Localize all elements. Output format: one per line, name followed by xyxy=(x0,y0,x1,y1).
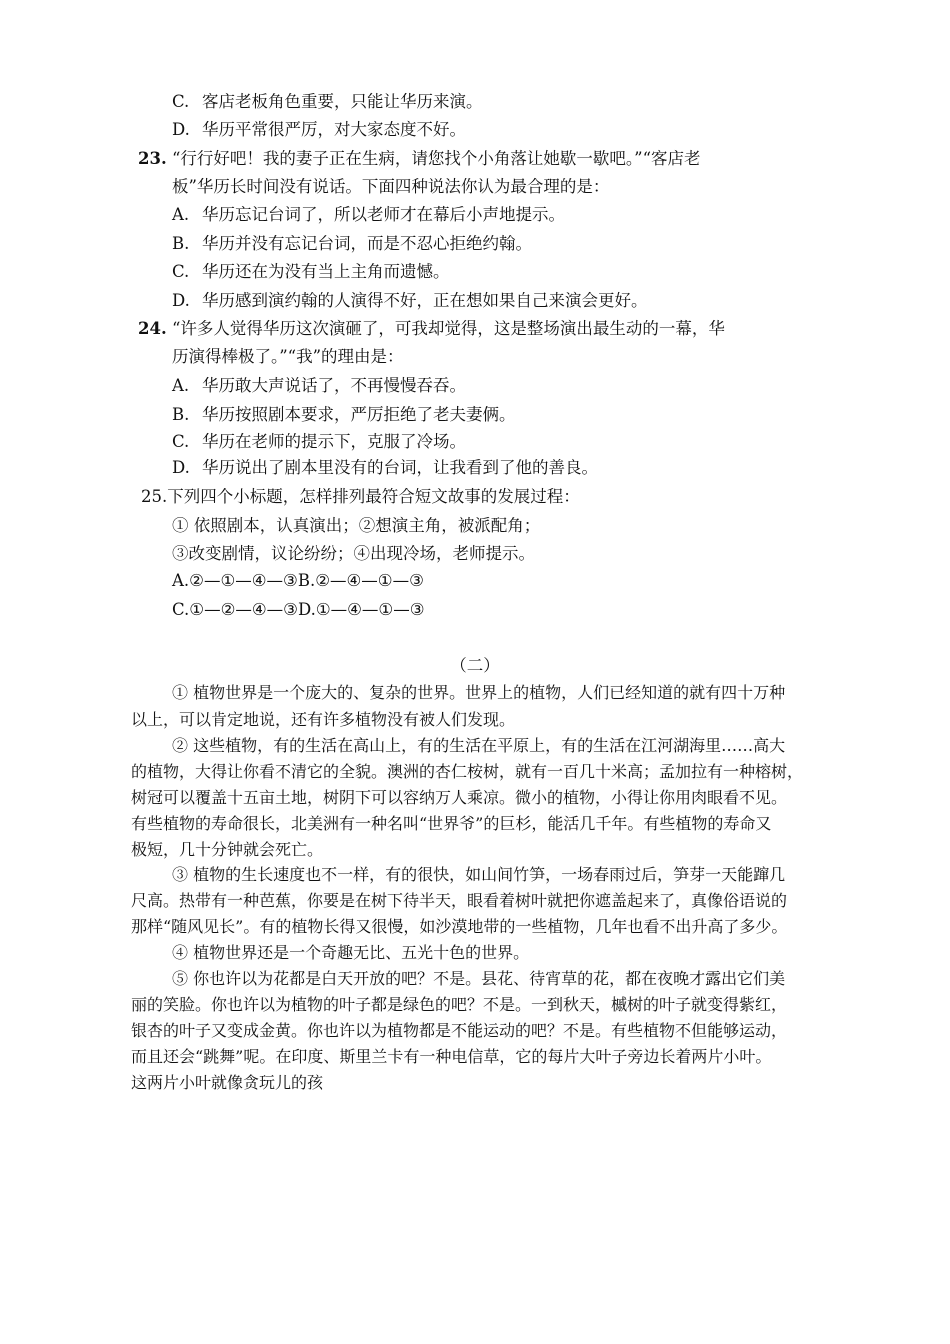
q23-option-a: A. 华历忘记台词了，所以老师才在幕后小声地提示。 xyxy=(172,205,565,224)
q24-option-b: B. 华历按照剧本要求，严厉拒绝了老夫妻俩。 xyxy=(172,405,516,424)
q24-option-d: D. 华历说出了剧本里没有的台词，让我看到了他的善良。 xyxy=(172,458,598,477)
passage-line: 而且还会“跳舞”呢。在印度、斯里兰卡有一种电信草，它的每片大叶子旁边长着两片小叶。 xyxy=(131,1047,772,1066)
passage-line: 的植物，大得让你看不清它的全貌。澳洲的杏仁桉树，就有一百几十米高；孟加拉有一种榕树， xyxy=(131,762,804,781)
q24-number: 24. xyxy=(138,319,167,338)
passage-line: ④ 植物世界还是一个奇趣无比、五光十色的世界。 xyxy=(172,943,530,962)
q25-options-line2: C.①—②—④—③D.①—④—①—③ xyxy=(172,600,425,619)
q24-option-a: A. 华历敢大声说话了，不再慢慢吞吞。 xyxy=(172,376,466,395)
q25-stem: 25.下列四个小标题，怎样排列最符合短文故事的发展过程： xyxy=(141,487,580,506)
q23-option-d: D. 华历感到演约翰的人演得不好，正在想如果自己来演会更好。 xyxy=(172,291,648,310)
section-title: （二） xyxy=(450,656,500,675)
passage-line: 银杏的叶子又变成金黄。你也许以为植物都是不能运动的吧？不是。有些植物不但能够运动， xyxy=(131,1021,788,1040)
passage-line: ③ 植物的生长速度也不一样，有的很快，如山间竹笋，一场春雨过后，笋芽一天能蹿几 xyxy=(172,865,786,884)
q23-stem-line2: 板”华历长时间没有说话。下面四种说法你认为最合理的是： xyxy=(172,177,610,196)
passage-line: ① 植物世界是一个庞大的、复杂的世界。世界上的植物，人们已经知道的就有四十万种 xyxy=(172,683,786,702)
q24-stem-line2: 历演得棒极了。”“我”的理由是： xyxy=(172,347,404,366)
passage-line: 树冠可以覆盖十五亩土地，树阴下可以容纳万人乘凉。微小的植物，小得让你用肉眼看不见。 xyxy=(131,788,788,807)
q25-options-line1: A.②—①—④—③B.②—④—①—③ xyxy=(172,571,424,590)
passage-line: 极短，几十分钟就会死亡。 xyxy=(131,840,324,859)
q23-number: 23. xyxy=(138,149,167,168)
q24-option-c: C. 华历在老师的提示下，克服了冷场。 xyxy=(172,432,466,451)
q24-stem-line1: “许多人觉得华历这次演砸了，可我却觉得，这是整场演出最生动的一幕，华 xyxy=(172,319,725,338)
q25-items-line1: ① 依照剧本，认真演出；②想演主角，被派配角； xyxy=(172,516,541,535)
passage-line: 那样“随风见长”。有的植物长得又很慢，如沙漠地带的一些植物，几年也看不出升高了多少。 xyxy=(131,917,788,936)
passage-line: ⑤ 你也许以为花都是白天开放的吧？不是。县花、待宵草的花，都在夜晚才露出它们美 xyxy=(172,969,786,988)
passage-line: 尺高。热带有一种芭蕉，你要是在树下待半天，眼看着树叶就把你遮盖起来了，真像俗语说的 xyxy=(131,891,788,910)
passage-line: 丽的笑脸。你也许以为植物的叶子都是绿色的吧？不是。一到秋天，槭树的叶子就变得紫红， xyxy=(131,995,788,1014)
q23-stem-line1: “行行好吧！我的妻子正在生病，请您找个小角落让她歇一歇吧。”“客店老 xyxy=(172,149,701,168)
q23-option-c: C. 华历还在为没有当上主角而遗憾。 xyxy=(172,262,450,281)
q22-option-c: C. 客店老板角色重要，只能让华历来演。 xyxy=(172,92,483,111)
q23-option-b: B. 华历并没有忘记台词，而是不忍心拒绝约翰。 xyxy=(172,234,532,253)
passage-line: 有些植物的寿命很长，北美洲有一种名叫“世界爷”的巨杉，能活几千年。有些植物的寿命又 xyxy=(131,814,772,833)
passage-line: 以上，可以肯定地说，还有许多植物没有被人们发现。 xyxy=(131,710,516,729)
passage-line: 这两片小叶就像贪玩儿的孩 xyxy=(131,1073,324,1092)
passage-line: ② 这些植物，有的生活在高山上，有的生活在平原上，有的生活在江河湖海里……高大 xyxy=(172,736,786,755)
q22-option-d: D. 华历平常很严厉，对大家态度不好。 xyxy=(172,120,466,139)
q25-items-line2: ③改变剧情，议论纷纷；④出现冷场，老师提示。 xyxy=(172,544,535,563)
